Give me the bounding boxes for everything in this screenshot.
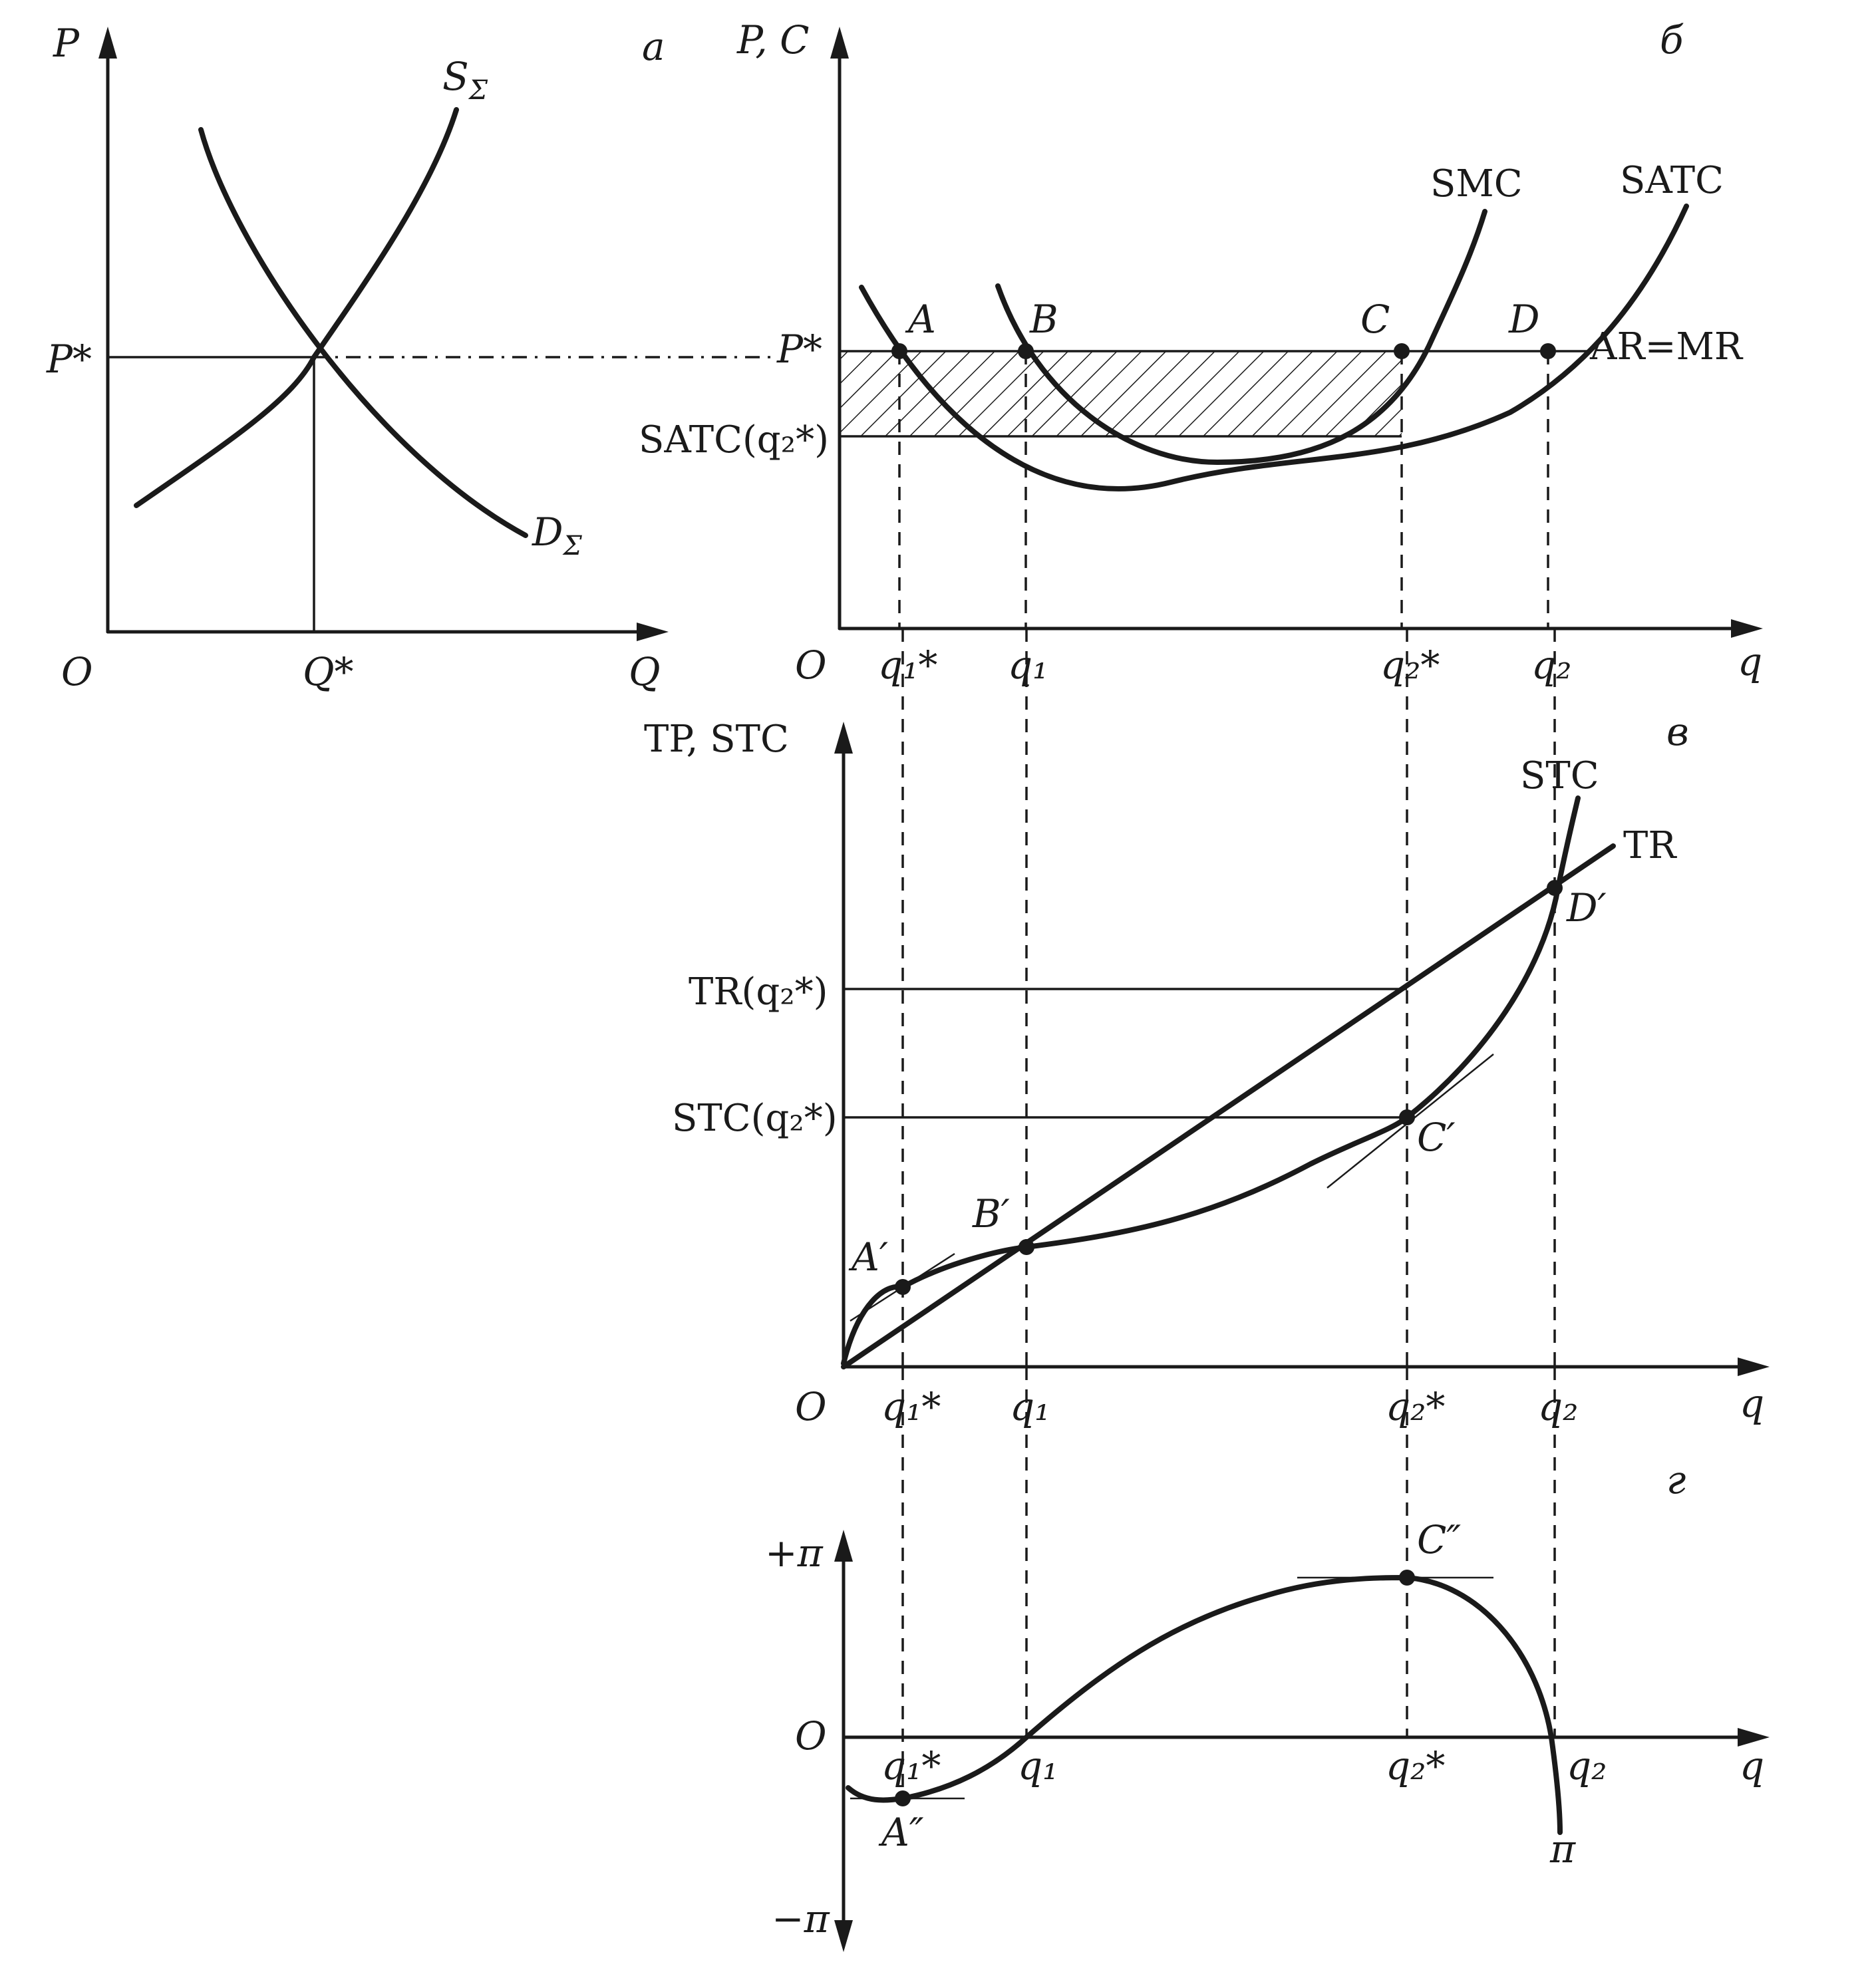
- panel-c-letter: в: [1666, 709, 1689, 754]
- panel-d-origin: O: [795, 1713, 827, 1759]
- label-point-d: D: [1509, 297, 1540, 342]
- panel-b-satc-level-label: SATC(q₂*): [639, 418, 829, 462]
- panel-a-y-label: P: [53, 21, 80, 66]
- panel-a-letter: а: [642, 24, 665, 69]
- point-c: [1394, 343, 1410, 359]
- panel-b-x-label: q: [1738, 639, 1763, 684]
- label-point-b-prime: B′: [973, 1191, 1010, 1236]
- label-point-a-prime: A′: [852, 1234, 889, 1280]
- tr-label: TR: [1623, 824, 1676, 867]
- profit-area: [840, 351, 1402, 436]
- profit-curve: [848, 1578, 1560, 1832]
- panel-b-price-label: P*: [777, 327, 823, 372]
- panel-b-x-arrow: [1731, 619, 1763, 638]
- point-a-prime: [895, 1279, 911, 1295]
- supply-label-sub: Σ: [468, 75, 488, 106]
- panel-a-origin: O: [61, 649, 93, 694]
- tick-q2star-d: q₂*: [1386, 1743, 1446, 1788]
- tick-q2-c: q₂: [1538, 1384, 1579, 1429]
- supply-label-main: S: [442, 54, 469, 99]
- panel-b-y-arrow: [830, 27, 849, 59]
- demand-label: [532, 509, 583, 561]
- panel-c-y-label: TP, STC: [644, 718, 789, 761]
- satc-label: SATC: [1620, 159, 1724, 202]
- panel-a-eq-quantity: Q*: [303, 649, 354, 694]
- panel-a-eq-price: P*: [47, 337, 92, 382]
- demand-label-sub: Σ: [563, 531, 582, 561]
- panel-b: [639, 17, 1763, 688]
- tick-q1star-c: q₁*: [881, 1384, 941, 1429]
- panel-c: [644, 629, 1770, 1429]
- tick-q1-d: q₁: [1018, 1743, 1058, 1788]
- panel-d-x-label: q: [1740, 1743, 1765, 1788]
- tick-q2star-c: q₂*: [1386, 1384, 1446, 1429]
- tick-q1-c: q₁: [1010, 1384, 1050, 1429]
- point-a: [891, 343, 907, 359]
- tick-q2-b: q₂: [1531, 642, 1572, 688]
- label-point-a-double-prime: A″: [881, 1810, 924, 1855]
- demand-label-main: D: [532, 509, 563, 555]
- point-d: [1540, 343, 1556, 359]
- panel-a-y-arrow: [98, 27, 117, 59]
- tr-level-label: TR(q₂*): [689, 970, 828, 1014]
- stc-label: STC: [1520, 754, 1599, 797]
- demand-curve: [201, 130, 526, 535]
- panel-c-origin: O: [795, 1384, 827, 1429]
- tick-q1star-b: q₁*: [878, 642, 938, 688]
- panel-c-y-arrow: [834, 722, 853, 754]
- label-point-a: A: [908, 297, 936, 342]
- tick-q1-b: q₁: [1008, 642, 1048, 688]
- tick-q2-d: q₂: [1567, 1743, 1607, 1788]
- smc-label: SMC: [1430, 162, 1523, 206]
- panel-b-origin: O: [795, 642, 827, 688]
- tr-line: [844, 846, 1613, 1367]
- label-point-c-prime: C′: [1417, 1115, 1456, 1160]
- supply-label: [442, 54, 488, 106]
- panel-c-x-label: q: [1740, 1381, 1765, 1426]
- ar-mr-label: AR=MR: [1590, 325, 1743, 368]
- point-b-prime: [1018, 1239, 1034, 1255]
- point-a-double-prime: [895, 1790, 911, 1806]
- panel-d-letter: г: [1666, 1457, 1686, 1502]
- tick-q2star-b: q₂*: [1380, 642, 1440, 688]
- stc-level-label: STC(q₂*): [672, 1097, 838, 1140]
- panel-a: [46, 21, 775, 694]
- profit-curve-label: π: [1550, 1826, 1576, 1872]
- panel-a-x-label: Q: [629, 649, 661, 694]
- panel-c-x-arrow: [1738, 1357, 1770, 1376]
- point-c-double-prime: [1399, 1570, 1415, 1586]
- point-b: [1018, 343, 1034, 359]
- panel-a-x-arrow: [637, 623, 669, 641]
- panel-d-y-pos-label: +π: [765, 1530, 823, 1576]
- label-point-d-prime: D′: [1567, 885, 1607, 930]
- panel-b-y-label: P, C: [737, 17, 810, 63]
- label-point-c: C: [1360, 297, 1390, 342]
- label-point-c-double-prime: C″: [1417, 1517, 1462, 1562]
- panel-d-y-neg-label: −π: [772, 1896, 830, 1941]
- panel-d-y-arrow-down: [834, 1920, 853, 1952]
- tick-q1star-d: q₁*: [881, 1743, 941, 1788]
- panel-d-y-arrow-up: [834, 1530, 853, 1562]
- panel-b-letter: б: [1660, 17, 1684, 63]
- point-d-prime: [1547, 880, 1563, 896]
- point-c-prime: [1399, 1109, 1415, 1125]
- satc-curve: [861, 206, 1686, 489]
- panel-d: [765, 1367, 1770, 1952]
- label-point-b: B: [1030, 297, 1058, 342]
- stc-curve: [844, 798, 1578, 1363]
